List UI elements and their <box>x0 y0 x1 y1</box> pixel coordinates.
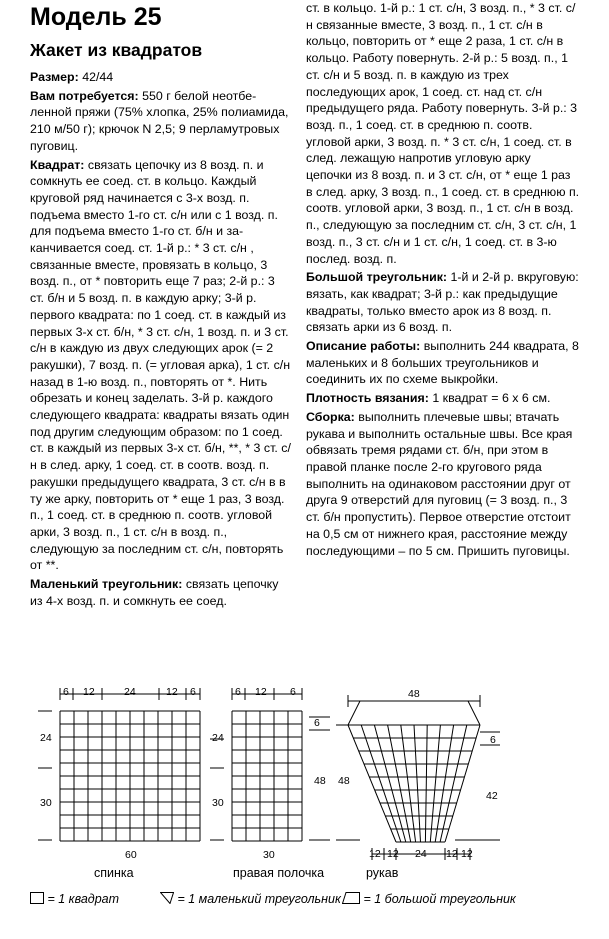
right-column <box>306 0 580 561</box>
back-piece <box>38 688 200 841</box>
small-triangle-label: Маленький треугольник: <box>30 577 183 592</box>
small-triangle-symbol-icon <box>160 892 174 904</box>
front-dim-top-3: 6 <box>290 686 296 698</box>
back-label: спинка <box>94 866 134 880</box>
density-text: 1 квадрат = 6 х 6 см. <box>428 391 551 406</box>
square-label: Квадрат: <box>30 157 85 172</box>
back-dim-left-1: 24 <box>40 732 52 744</box>
legend-square: = 1 квадрат <box>30 892 119 906</box>
small-triangle-paragraph-cont <box>306 0 580 267</box>
page-title: Модель 25 <box>30 3 162 31</box>
legend-large-triangle: = 1 большой треугольник <box>342 892 516 906</box>
sleeve-piece <box>336 695 500 860</box>
sleeve-dim-right-1: 6 <box>490 734 496 746</box>
back-dim-top-4: 12 <box>166 686 178 698</box>
front-piece <box>210 688 330 841</box>
materials-label: Вам потребуется: <box>30 88 139 103</box>
legend-small-triangle: = 1 маленький треугольник <box>160 892 341 906</box>
large-triangle-symbol-icon <box>342 892 360 904</box>
back-dim-top-1: 6 <box>63 686 69 698</box>
density-label: Плотность вязания: <box>306 391 429 406</box>
sleeve-dim-bottom-5: 12 <box>461 848 473 860</box>
sleeve-dim-left: 48 <box>338 775 350 787</box>
back-dim-bottom: 60 <box>125 849 137 861</box>
small-triangle-paragraph-start <box>30 576 292 609</box>
sleeve-dim-bottom-1: 12 <box>369 848 381 860</box>
back-dim-top-2: 12 <box>83 686 95 698</box>
front-dim-bottom: 30 <box>263 849 275 861</box>
square-paragraph <box>30 157 292 575</box>
description-text: выполнить 244 квадрата, 8 маленьких и 8 больших треугольников и соединить их по схеме выкройки. <box>306 339 579 387</box>
back-dim-left-2: 30 <box>40 797 52 809</box>
front-dim-top-2: 12 <box>255 686 267 698</box>
front-dim-top-1: 6 <box>235 686 241 698</box>
front-dim-left-2: 30 <box>212 797 224 809</box>
sleeve-dim-right-2: 42 <box>486 790 498 802</box>
materials-paragraph <box>30 88 292 155</box>
sleeve-label: рукав <box>366 866 399 880</box>
small-triangle-text-cont: ст. в кольцо. 1-й р.: 1 ст. с/н, 3 возд. п., * 3 ст. с/н связанные вместе, 3 возд. п., 1 ст. с/н в кольцо, повторить от * еще 2 раза, 1 ст. с/н в кольцо. Работу повернуть. 2-й р.: 5 возд. п., 1 ст. с/н и 5 возд. п. в каждую из трех последующих арок, 1 соед. ст. над ст. с/н предыдущего ряда. Работу повернуть. 3-й р.: 3 возд. п., 1 соед. ст. в среднюю п. соотв. угловой арки, 3 возд. п. * 3 ст. с/н, 1 соед. ст. в след. лежащую напротив угловую арку цепочки из 8 возд. п. и 3 ст. с/н, от * еще 1 раз в след. арку, 3 возд. п., 1 соед. ст. в среднюю п. соотв. угловой арки, 3 возд. п., 1 ст. с/н в возд. п., следующую за последним ст. с/н, 3 ст. с/н, 1 возд. п., 3 ст. с/н и 1 ст. с/н, 1 соед. ст. в 3-ю послед. возд. п. <box>306 1 580 266</box>
large-triangle-text: 1-й и 2-й р. вкруговую: вязать, как квадрат; 3-й р.: как предыдущие квадраты, только вместо арок из 8 возд. п. связать арки из 6 возд. п. <box>306 270 579 335</box>
square-text: связать цепочку из 8 возд. п. и сомкнуть ее соед. ст. в кольцо. Каждый круговой ряд начинается с 3-х возд. п. подъема вместо 1-го ст. с/н или с 1 возд. п. для подъема вместо 1-го ст. б/н и заканчивается соед. ст. 1-й р.: * 3 ст. с/н , связанные вместе, провязать в кольцо, 3 возд. п., от * повторить еще 7 раз; 2-й р.: 3 ст. б/н и 5 возд. п. в каждую арку; 3-й р. первого квадрата: по 1 соед. ст. в каждый из первых 3-х ст. б/н, * 3 ст. с/н, 1 возд. п. и 3 ст. с/н в каждую из двух следующих арок (= 2 ракушки), 7 возд. п. (= угловая арка), 1 ст. с/н назад в 1-ю возд. п., повторять от *. Нить обрезать и конец заделать. 3-й р. каждого следующего квадрата: квадраты вязать один под другим следующим образом: по 1 соед. ст. в каждый из первых 3-х ст. б/н, **, * 3 ст. с/н в след. арку, 1 соед. ст. в соотв. возд. п. ракушки предыдущего квадрата, 3 ст. с/н в в ту же арку, повторить от * еще 1 раз, 3 возд. п., 1 соед. ст. в среднюю п. соотв. угловой арки, 3 возд. п., 1 ст. с/н в возд. п., следующую за последним ст. с/н, повторять от **. <box>30 157 291 573</box>
left-column <box>30 0 292 612</box>
size-label: Размер: <box>30 70 79 84</box>
materials-text: 550 г белой неотбеленной пряжи (75% хлопка, 25% полиамида, 210 м/50 г); крючок N 2,5; 9 перламутровых пуговиц. <box>30 88 289 153</box>
front-dim-right-2: 48 <box>314 775 326 787</box>
front-dim-right-1: 6 <box>314 717 320 729</box>
large-triangle-label: Большой треугольник: <box>306 270 448 285</box>
size-paragraph <box>30 69 292 86</box>
sleeve-dim-bottom-2: 12 <box>387 848 399 860</box>
sleeve-dim-bottom-4: 12 <box>446 848 458 860</box>
assembly-paragraph <box>306 409 580 559</box>
front-label: правая полочка <box>233 866 325 880</box>
density-paragraph <box>306 390 580 407</box>
description-paragraph <box>306 338 580 388</box>
assembly-label: Сборка: <box>306 409 355 424</box>
large-triangle-paragraph <box>306 269 580 336</box>
page-subtitle: Жакет из квадратов <box>30 40 203 60</box>
small-triangle-text-start: связать цепочку из 4-х возд. п. и сомкнуть ее соед. <box>30 577 279 608</box>
sleeve-dim-bottom-3: 24 <box>415 848 427 860</box>
square-symbol-icon <box>30 892 44 904</box>
pattern-schematic <box>0 680 609 880</box>
schematic-drawing <box>0 680 609 880</box>
assembly-text: выполнить плечевые швы; втачать рукава и выполнить остальные швы. Все края обвязать тремя рядами ст. б/н, при этом в правой планке после 2-го кругового ряда выполнить на одинаковом расстоянии друг от друга 9 отверстий для пуговиц (= 3 возд. п., 3 ст. б/н пропустить). Первое отверстие отстоит на 0,5 см от нижнего края, расстояние между последующими – по 5 см. Пришить пуговицы. <box>306 409 573 558</box>
front-dim-left-1: 24 <box>212 732 224 744</box>
description-label: Описание работы: <box>306 339 421 354</box>
back-dim-top-3: 24 <box>124 686 136 698</box>
sleeve-dim-top: 48 <box>408 688 420 700</box>
size-value: 42/44 <box>78 70 114 84</box>
back-dim-top-5: 6 <box>190 686 196 698</box>
